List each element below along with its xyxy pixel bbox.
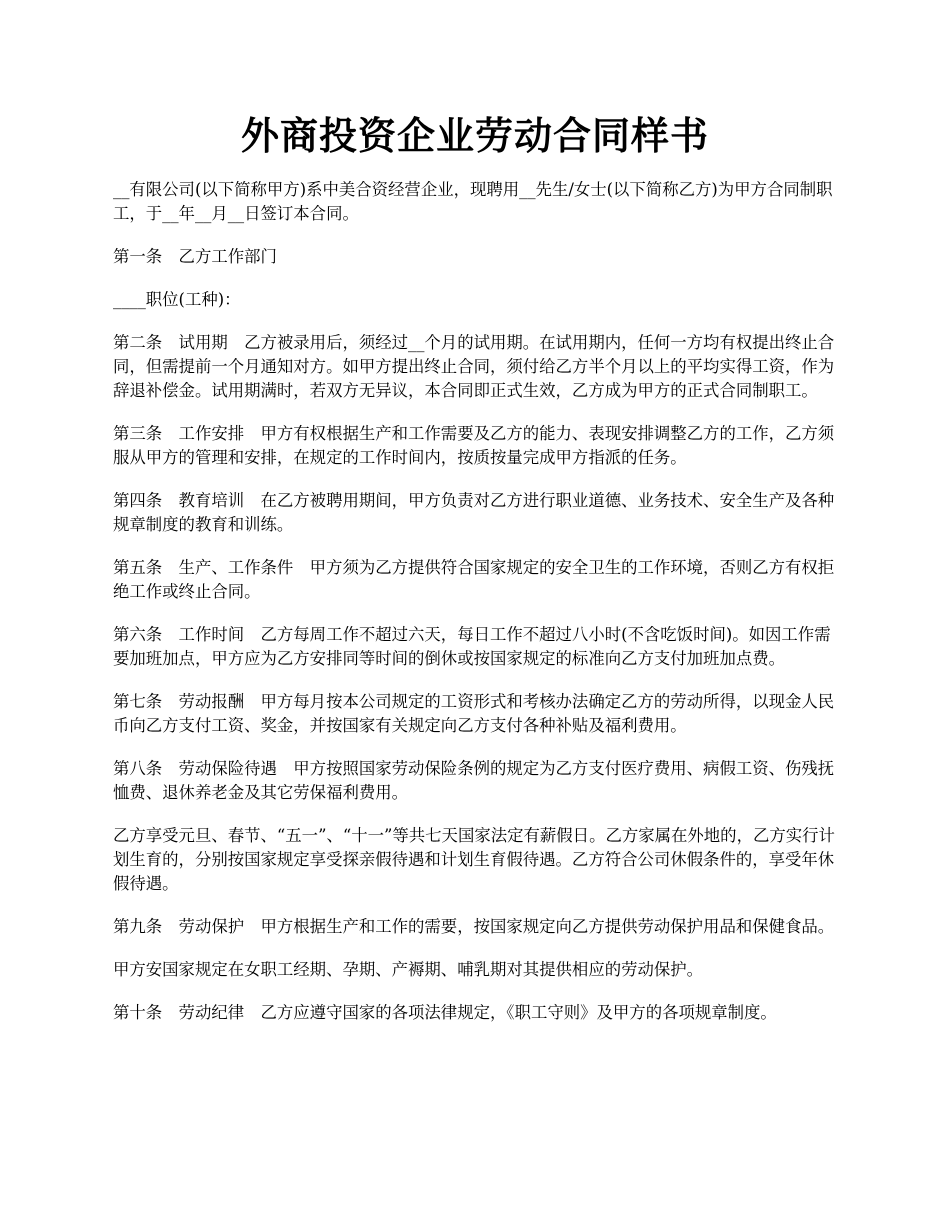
article-9-paragraph: 第九条 劳动保护 甲方根据生产和工作的需要，按国家规定向乙方提供劳动保护用品和保健食品。 — [113, 917, 835, 936]
article-7-paragraph: 第七条 劳动报酬 甲方每月按本公司规定的工资形式和考核办法确定乙方的劳动所得，以现金人民币向乙方支付工资、奖金，并按国家有关规定向乙方支付各种补贴及福利费用。 — [113, 692, 835, 735]
position-line: ____职位(工种)： — [113, 290, 241, 309]
article-10-paragraph: 第十条 劳动纪律 乙方应遵守国家的各项法律规定，《职工守则》及甲方的各项规章制度。 — [113, 1003, 777, 1022]
article-4-paragraph: 第四条 教育培训 在乙方被聘用期间，甲方负责对乙方进行职业道德、业务技术、安全生产及各种规章制度的教育和训练。 — [113, 491, 835, 534]
article-1-heading: 第一条 乙方工作部门 — [113, 247, 277, 266]
article-6-paragraph: 第六条 工作时间 乙方每周工作不超过六天，每日工作不超过八小时(不含吃饭时间)。如因工作需要加班加点，甲方应为乙方安排同等时间的倒休或按国家规定的标准向乙方支付加班加点费。 — [113, 625, 831, 668]
article-8-paragraph: 第八条 劳动保险待遇 甲方按照国家劳动保险条例的规定为乙方支付医疗费用、病假工资、伤残抚恤费、退休养老金及其它劳保福利费用。 — [113, 759, 835, 802]
article-2-paragraph: 第二条 试用期 乙方被录用后，须经过__个月的试用期。在试用期内，任何一方均有权提出终止合同，但需提前一个月通知对方。如甲方提出终止合同，须付给乙方半个月以上的平均实得工资，作为辞退补偿金。试用期满时，若双方无异议，本合同即正式生效，乙方成为甲方的正式合同制职工。 — [113, 333, 835, 400]
article-5-paragraph: 第五条 生产、工作条件 甲方须为乙方提供符合国家规定的安全卫生的工作环境，否则乙方有权拒绝工作或终止合同。 — [113, 558, 835, 601]
document-title: 外商投资企业劳动合同样书 — [240, 113, 709, 158]
article-3-paragraph: 第三条 工作安排 甲方有权根据生产和工作需要及乙方的能力、表现安排调整乙方的工作，乙方须服从甲方的管理和安排，在规定的工作时间内，按质按量完成甲方指派的任务。 — [113, 424, 835, 467]
holiday-paragraph: 乙方享受元旦、春节、“五一”、“十一”等共七天国家法定有薪假日。乙方家属在外地的，乙方实行计划生育的，分别按国家规定享受探亲假待遇和计划生育假待遇。乙方符合公司休假条件的，享受年休假待遇。 — [113, 826, 835, 893]
female-protection-paragraph: 甲方安国家规定在女职工经期、孕期、产褥期、哺乳期对其提供相应的劳动保护。 — [113, 960, 704, 979]
intro-paragraph: __有限公司(以下简称甲方)系中美合资经营企业，现聘用__先生/女士(以下简称乙方)为甲方合同制职工，于__年__月__日签订本合同。 — [113, 180, 833, 223]
document-body — [113, 178, 843, 1044]
